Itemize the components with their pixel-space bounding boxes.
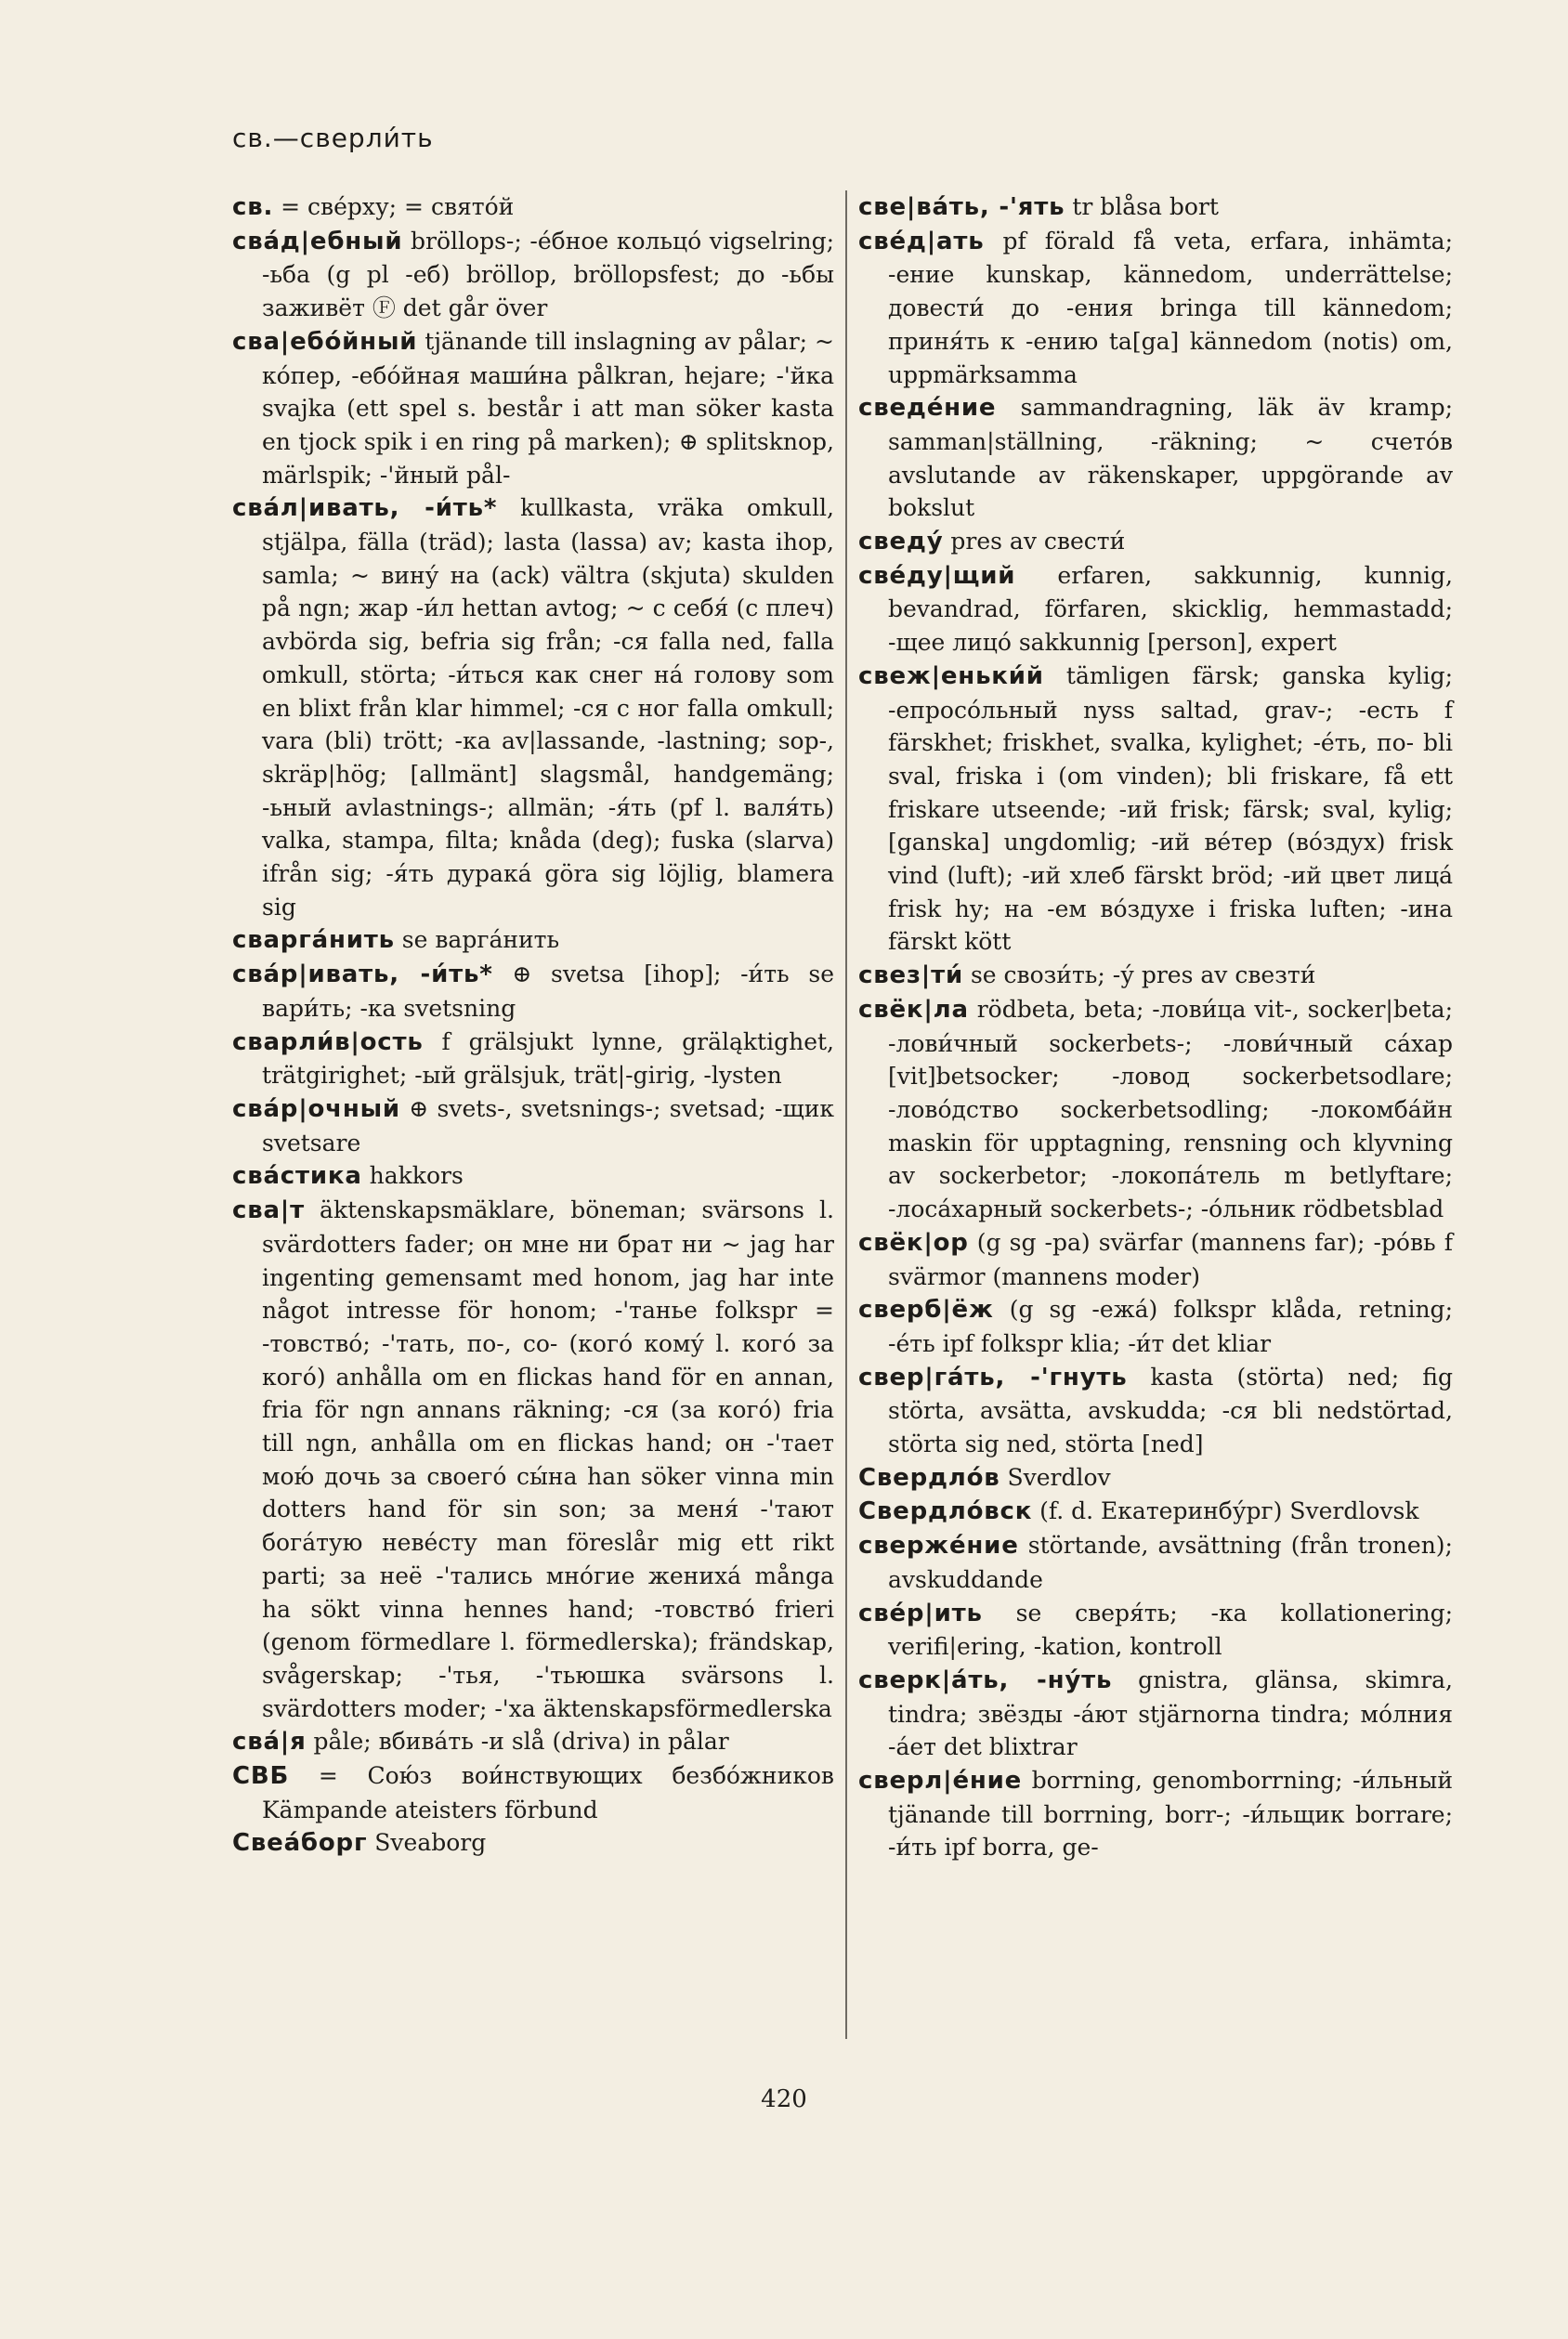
dictionary-entry — [232, 1725, 834, 1759]
entry-definition: borrning, genomborrning; -и́льный tjänande till borrning, borr-; -и́льщик borrare; -и́ть ipf borra, ge- — [888, 1767, 1453, 1862]
entry-headword: сведе́ние — [858, 394, 997, 423]
entry-definition: (g sg -pa) svärfar (mannens far); -ро́вь f svärmor (mannens moder) — [888, 1228, 1453, 1290]
right-column — [858, 190, 1453, 1864]
dictionary-entry — [232, 1092, 834, 1159]
entry-headword: сверл|е́ние — [858, 1767, 1023, 1796]
dictionary-entry — [858, 1529, 1453, 1596]
entry-headword: сведу́ — [858, 528, 944, 556]
dictionary-entry — [858, 225, 1453, 392]
entry-definition: (g sg -ежа́) folkspr klåda, retning; -е́ть ipf folkspr klia; -и́т det kliar — [888, 1296, 1453, 1357]
entry-headword: сва́л|ивать, -и́ть* — [232, 494, 498, 523]
dictionary-entry — [858, 959, 1453, 993]
entry-headword: сва́р|очный — [232, 1094, 400, 1123]
dictionary-entry — [232, 958, 834, 1025]
dictionary-entry — [858, 1495, 1453, 1529]
entry-definition: = Сою́з вои́нствующих безбо́жников Kämpande ateisters förbund — [262, 1762, 834, 1823]
entry-definition: kasta (störta) ned; fig störta, avsätta, avskudda; -ся bli nedstörtad, störta sig ned, störta [ned] — [888, 1363, 1453, 1458]
entry-definition: tr blåsa bort — [1065, 193, 1219, 220]
entry-definition: hakkors — [361, 1162, 464, 1190]
entry-headword: све|ва́ть, -'ять — [858, 193, 1065, 221]
entry-definition: se сверя́ть; -ка kollationering; verifi|ering, -kation, kontroll — [888, 1599, 1453, 1661]
entry-headword: сва́д|ебный — [232, 227, 403, 255]
entry-definition: pres av свести́ — [943, 528, 1126, 555]
entry-headword: сверб|ёж — [858, 1296, 994, 1325]
dictionary-entry — [232, 1194, 834, 1725]
entry-definition: se свози́ть; -у́ pres av свезти́ — [963, 961, 1316, 989]
entry-definition: Sverdlov — [1000, 1463, 1111, 1491]
entry-definition: ⊕ svetsa [ihop]; -и́ть se вари́ть; -ка svetsning — [262, 960, 835, 1022]
dictionary-entry — [858, 525, 1453, 559]
dictionary-entry — [858, 1361, 1453, 1461]
entry-definition: äktenskapsmäklare, böneman; svärsons l. svärdotters fader; он мне ни брат ни ~ jag har ingenting gemensamt med honom, jag har inte något intresse för honom; -'танье folkspr = -товство́; -'тать, по-, со- (кого́ кому́ l. кого́ за кого́) anhålla om en flickas hand för en annan, fria för ngn annans räkning; -ся (за кого́) fria till ngn, anhålla om en flickas hand; он -'тает мою́ дочь за своего́ сы́на han söker vinna min dotters hand för sin son; за меня́ -'тают бога́тую неве́сту man föreslår mig ett rikt parti; за неё -'тались мно́гие жениха́ många ha sökt vinna hennes hand; -товство́ frieri (genom förmedlare l. förmedlerska); frändskap, svågerskap; -'тья, -'тьюшка svärsons l. svärdotters moder; -'ха äktenskapsförmedlerska — [262, 1196, 834, 1722]
entry-headword: св. — [232, 193, 274, 221]
dictionary-entry — [858, 1764, 1453, 1864]
dictionary-entry — [232, 325, 834, 492]
entry-headword: свёк|ла — [858, 995, 969, 1024]
entry-definition: tjänande till inslagning av pålar; ~ ко́пер, -ебо́йная маши́на pålkran, hejare; -'йка svajka (ett spel s. består i att man söker kasta en tjock spik i en ring på marken); ⊕ splitsknop, märlspik; -'йный pål- — [262, 327, 834, 489]
entry-headword: сверже́ние — [858, 1532, 1019, 1561]
entry-definition: pf förald få veta, erfara, inhämta; -ение kunskap, kännedom, underrättelse; довести́ до -ения bringa till kännedom; приня́ть к -ению ta[ga] kännedom (notis) om, uppmärksamma — [888, 227, 1453, 388]
dictionary-entry — [858, 993, 1453, 1226]
dictionary-entry — [858, 1461, 1453, 1496]
dictionary-entry — [858, 1664, 1453, 1764]
column-divider — [845, 190, 847, 2039]
entry-headword: сварли́в|ость — [232, 1027, 424, 1056]
dictionary-entry — [232, 225, 834, 325]
entry-headword: сварга́нить — [232, 926, 395, 955]
entry-definition: f grälsjukt lynne, gräląktighet, trätgirighet; -ый grälsjuk, trät|-girig, -lysten — [262, 1027, 834, 1090]
entry-headword: свез|ти́ — [858, 961, 963, 990]
entry-definition: kullkasta, vräka omkull, stjälpa, fälla (träd); lasta (lassa) av; kasta ihop, samla; ~ вину́ на (ack) vältra (skjuta) skulden på ngn; жар -и́л hettan avtog; ~ с себя́ (с плеч) avbörda sig, befria sig från; -ся falla ned, falla omkull, störta; -и́ться как снег на́ голову som en blixt från klar himmel; -ся с ног falla omkull; vara (bli) trött; -ка av|lassande, -lastning; sop-, skräp|hög; [allmänt] slagsmål, handgemäng; -ьный avlastnings-; allmän; -я́ть (pf l. валя́ть) valka, stampa, filta; knåda (deg); fuska (slarva) ifrån sig; -я́ть дурака́ göra sig löjlig, blamera sig — [262, 494, 834, 921]
entry-headword: свёк|ор — [858, 1228, 969, 1257]
entry-headword: све́д|ать — [858, 227, 985, 255]
dictionary-entry — [232, 1759, 834, 1826]
dictionary-entry — [858, 1597, 1453, 1664]
dictionary-entry — [858, 1293, 1453, 1360]
entry-definition: = све́рху; = свято́й — [273, 193, 515, 220]
entry-definition: (f. d. Екатеринбу́рг) Sverdlovsk — [1032, 1497, 1419, 1525]
dictionary-entry — [232, 923, 834, 958]
entry-headword: сва́стика — [232, 1162, 362, 1191]
dictionary-entry — [858, 391, 1453, 525]
dictionary-entry — [232, 1826, 834, 1861]
dictionary-entry — [232, 1159, 834, 1194]
dictionary-entry — [858, 559, 1453, 660]
entry-definition: se варга́нить — [394, 926, 560, 954]
entry-headword: све́ду|щий — [858, 561, 1016, 590]
entry-definition: störtande, avsättning (från tronen); avskuddande — [888, 1532, 1453, 1593]
dictionary-entry — [858, 190, 1453, 225]
left-column — [232, 190, 834, 1861]
entry-headword: Свеа́борг — [232, 1829, 368, 1858]
entry-headword: Свердло́в — [858, 1463, 1000, 1492]
entry-definition: Sveaborg — [367, 1829, 487, 1857]
entry-definition: rödbeta, beta; -лови́ца vit-, socker|beta; -лови́чный sockerbets-; -лови́чный са́хар [vit]betsocker; -ловод sockerbetsodlare; -лово́дство sockerbetsodling; -локомба́йн maskin för upptagning, rensning och klyvning av sockerbetor; -локопа́тель m betlyftare; -лоса́харный sockerbets-; -о́льник rödbetsblad — [888, 995, 1453, 1223]
page-number: 420 — [761, 2085, 807, 2113]
entry-headword: сва|ебо́йный — [232, 327, 418, 356]
entry-headword: све́р|ить — [858, 1599, 983, 1627]
dictionary-entry — [232, 491, 834, 923]
entry-definition: gnistra, glänsa, skimra, tindra; звёзды -а́ют stjärnorna tindra; мо́лния -а́ет det blixtrar — [888, 1666, 1454, 1761]
running-head: св.—сверли́ть — [232, 123, 434, 153]
entry-definition: erfaren, sakkunnig, kunnig, bevandrad, förfaren, skicklig, hemmastadd; -щее лицо́ sakkunnig [person], expert — [888, 561, 1453, 657]
dictionary-entry — [232, 190, 834, 225]
entry-definition: sammandragning, läk äv kramp; samman|ställning, -räkning; ~ счето́в avslutande av räkenskaper, uppgörande av bokslut — [888, 394, 1453, 522]
entry-definition: bröllops-; -е́бное кольцо́ vigselring; -ьба (g pl -еб) bröllop, bröllopsfest; до -ьбы заживёт Ⓕ det går över — [262, 227, 834, 322]
entry-definition: ⊕ svets-, svetsnings-; svetsad; -щик svetsare — [262, 1094, 834, 1156]
entry-definition: påle; вбива́ть -и slå (driva) in pålar — [306, 1728, 729, 1756]
entry-definition: tämligen färsk; ganska kylig; -епросо́льный nyss saltad, grav-; -есть f färskhet; friskhet, svalka, kylighet; -е́ть, по- bli sval, friska i (om vinden); bli friskare, få ett friskare utseende; -ий frisk; färsk; sval, kylig; [ganska] ungdomlig; -ий ве́тер (во́здух) frisk vind (luft); -ий хлеб färskt bröd; -ий цвет лица́ frisk hy; на -ем во́здухе i friska luften; -ина färskt kött — [888, 661, 1453, 956]
entry-headword: сва́р|ивать, -и́ть* — [232, 960, 493, 989]
dictionary-entry — [232, 1026, 834, 1092]
dictionary-entry — [858, 660, 1453, 959]
entry-headword: Свердло́вск — [858, 1497, 1033, 1526]
entry-headword: сва|т — [232, 1196, 305, 1225]
dictionary-entry — [858, 1226, 1453, 1293]
entry-headword: сва́|я — [232, 1728, 307, 1757]
entry-headword: свер|га́ть, -'гнуть — [858, 1363, 1128, 1392]
entry-headword: СВБ — [232, 1762, 290, 1791]
entry-headword: сверк|а́ть, -ну́ть — [858, 1666, 1113, 1694]
entry-headword: свеж|еньки́й — [858, 661, 1044, 690]
